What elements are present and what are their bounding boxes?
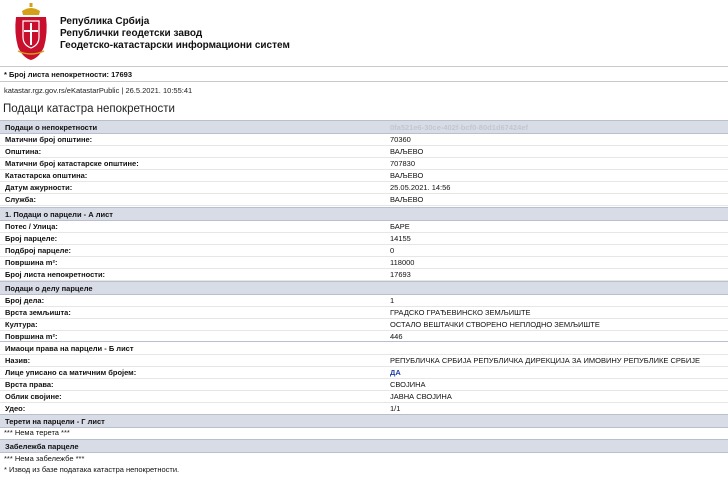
field-label: Лице уписано са матичним бројем: [5,368,137,377]
field-label: Култура: [5,320,38,329]
field-value: ДА [390,368,401,377]
field-label: Матични број општине: [5,135,93,144]
field-value: РЕПУБЛИЧКА СРБИЈА РЕПУБЛИЧКА ДИРЕКЦИЈА ЗА ИМОВИНУ РЕПУБЛИКЕ СРБИЈЕ [390,356,700,365]
field-label: Облик својине: [5,392,62,401]
section-title: Подаци о непокретности [5,123,98,132]
table-row [0,268,728,281]
field-value: ОСТАЛО ВЕШТАЧКИ СТВОРЕНО НЕПЛОДНО ЗЕМЉИШТЕ [390,320,600,329]
field-value: 14155 [390,234,411,243]
section-property [0,120,728,134]
page-header [0,0,728,66]
field-value: СВОЈИНА [390,380,426,389]
property-uuid: 0fa521e6-30ce-402f-bcf0-80d1d67424ef [390,123,529,132]
field-value: 70360 [390,135,411,144]
field-label: Матични број катастарске општине: [5,159,139,168]
field-value: 707830 [390,159,416,168]
field-label: Површина m²: [5,258,58,267]
organization-name [60,16,290,52]
org-line-3: Геодетско-катастарски информациони систем [60,40,290,51]
field-value: 446 [390,332,403,341]
field-label: Врста земљишта: [5,308,71,317]
table-row [0,193,728,206]
section-parcel [0,207,728,221]
field-value: 1/1 [390,404,401,413]
no-notes-note: *** Нема забележбе *** [4,454,85,463]
page-title: Подаци катастра непокретности [3,103,175,115]
source-and-timestamp: katastar.rgz.gov.rs/eKatastarPublic | 26.5.2021. 10:55:41 [4,86,193,95]
section-title: Терети на парцели - Г лист [5,417,105,426]
field-label: Датум ажурности: [5,183,73,192]
org-line-1: Република Србија [60,16,150,27]
divider [0,81,728,82]
field-label: Број дела: [5,296,45,305]
field-label: Удео: [5,404,26,413]
section-title: 1. Подаци о парцели - А лист [5,210,113,219]
section-title: Подаци о делу парцеле [5,284,93,293]
field-label: Назив: [5,356,31,365]
field-label: Општина: [5,147,42,156]
field-label: Служба: [5,195,36,204]
section-title: Имаоци права на парцели - Б лист [5,344,134,353]
field-value: ГРАДСКО ГРАЂЕВИНСКО ЗЕМЉИШТЕ [390,308,531,317]
field-value: 1 [390,296,395,305]
field-value: ЈАВНА СВОЈИНА [390,392,452,401]
serbia-coat-of-arms-icon [14,3,48,61]
footer-note: * Извод из базе података катастра непокретности. [4,465,180,474]
field-value: 118000 [390,258,415,267]
section-parcel-part [0,281,728,295]
section-rights [0,341,728,355]
field-label: Потес / Улица: [5,222,58,231]
no-burdens-note: *** Нема терета *** [4,428,70,437]
section-title: Забележба парцеле [5,442,79,451]
field-label: Катастарска општина: [5,171,88,180]
field-label: Број листа непокретности: [5,270,106,279]
field-value: ВАЉЕВО [390,147,424,156]
field-value: 25.05.2021. 14:56 [390,183,451,192]
field-value: ВАЉЕВО [390,195,424,204]
divider [0,66,728,67]
listing-number: * Број листа непокретности: 17693 [4,70,132,79]
field-value: 0 [390,246,395,255]
org-line-2: Републички геодетски завод [60,28,203,39]
field-label: Подброј парцеле: [5,246,71,255]
section-burdens [0,414,728,428]
field-label: Површина m²: [5,332,58,341]
field-label: Врста права: [5,380,54,389]
field-label: Број парцеле: [5,234,58,243]
section-notes [0,439,728,453]
field-value: БАРЕ [390,222,410,231]
field-value: ВАЉЕВО [390,171,424,180]
field-value: 17693 [390,270,411,279]
